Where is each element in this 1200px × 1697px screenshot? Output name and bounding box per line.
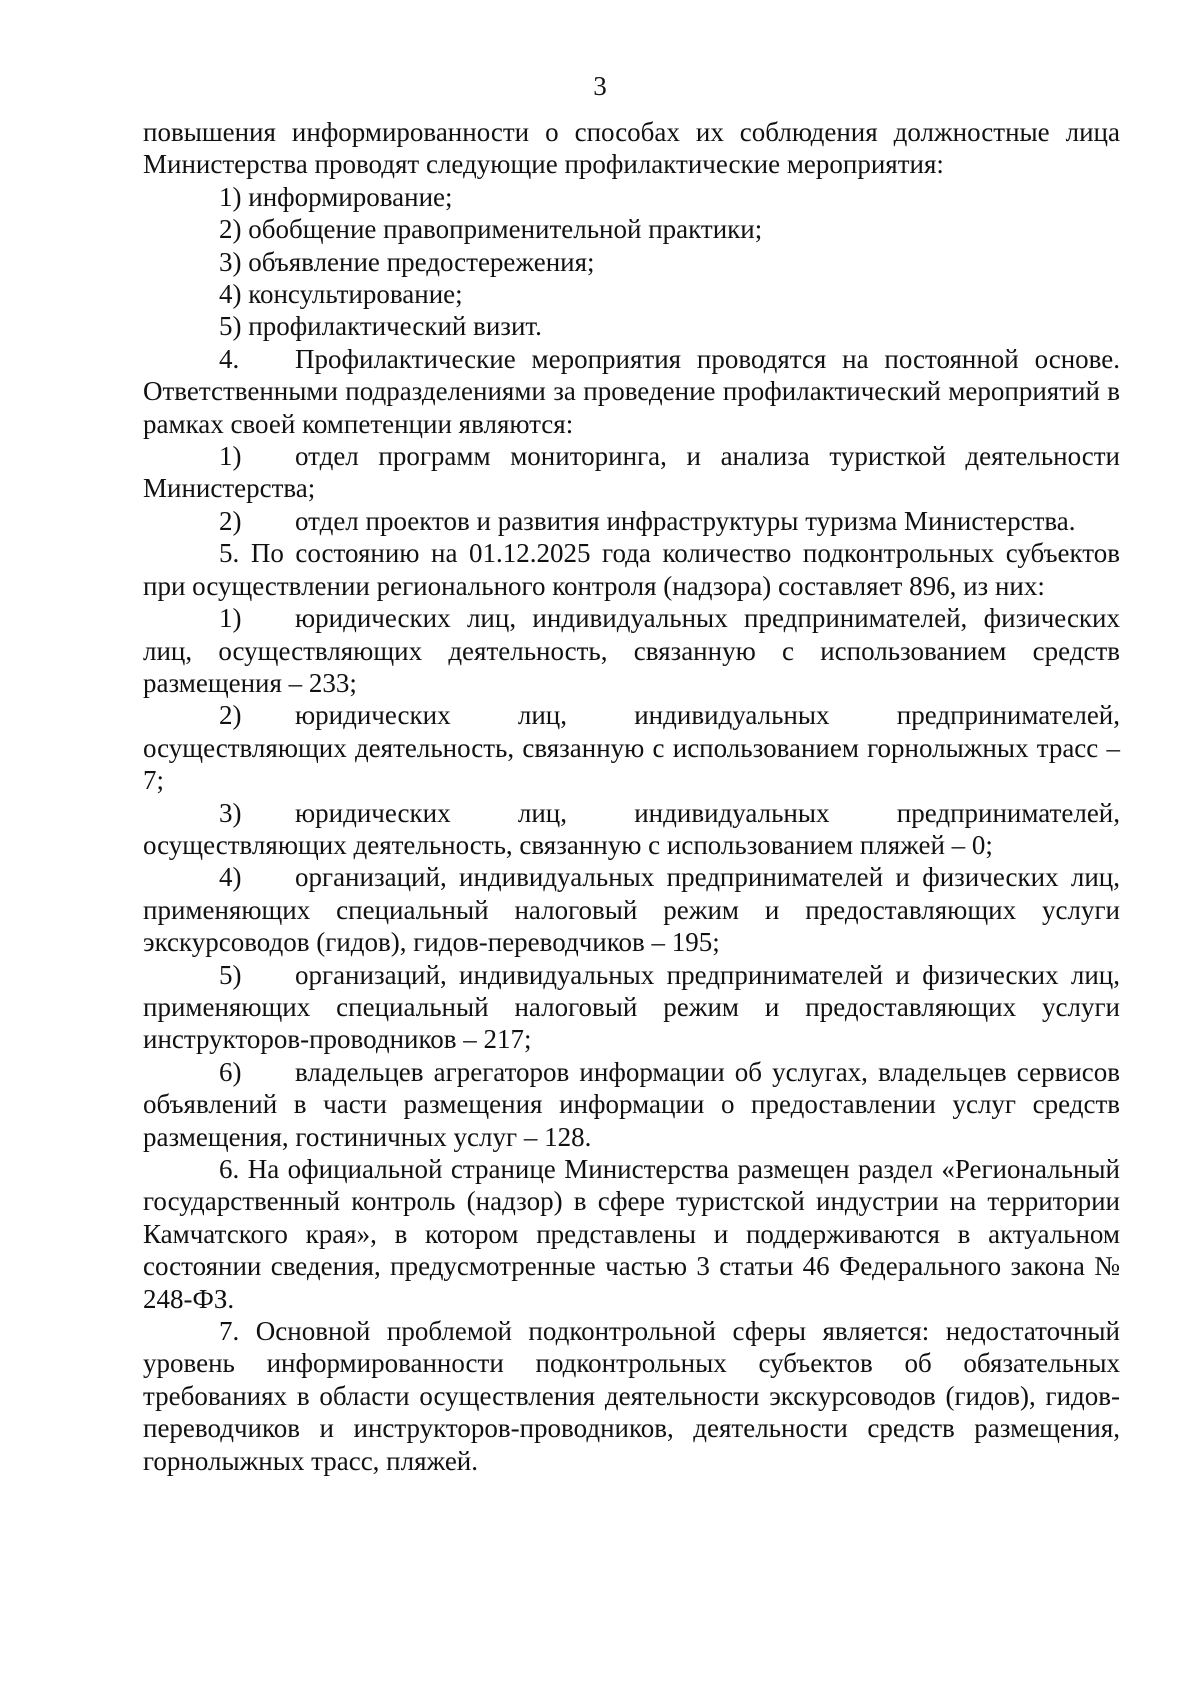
subject-item <box>143 797 1120 862</box>
paragraph-7: 7. Основной проблемой подконтрольной сферы является: недостаточный уровень информированности подконтрольных субъектов об обязательных требованиях в области осуществления деятельности экскурсоводов (гидов), гидов-переводчиков и инструкторов-проводников, деятельности средств размещения, горнолыжных трасс, пляжей. <box>143 1316 1120 1476</box>
item-number: 5) <box>219 959 242 990</box>
paragraph-text: Профилактические мероприятия проводятся на постоянной основе. Ответственными подразделениями за проведение профилактический мероприятий в рамках своей компетенции являются: <box>143 343 1120 439</box>
subject-item <box>143 861 1120 958</box>
item-text: владельцев агрегаторов информации об услугах, владельцев сервисов объявлений в части размещения информации о предоставлении услуг средств размещения, гостиничных услуг – 128. <box>143 1056 1120 1152</box>
paragraph-6: 6. На официальной странице Министерства размещен раздел «Региональный государственный контроль (надзор) в сфере туристской индустрии на территории Камчатского края», в котором представлены и поддерживаются в актуальном состоянии сведения, предусмотренные частью 3 статьи 46 Федерального закона № 248-ФЗ. <box>143 1154 1120 1314</box>
item-text: юридических лиц, индивидуальных предпринимателей, осуществляющих деятельность, связанную с использованием пляжей – 0; <box>143 797 1120 860</box>
item-text: организаций, индивидуальных предпринимателей и физических лиц, применяющих специальный налоговый режим и предоставляющих услуги экскурсоводов (гидов), гидов-переводчиков – 195; <box>143 862 1120 958</box>
department-item <box>143 505 1120 537</box>
item-text: отдел проектов и развития инфраструктуры туризма Министерства. <box>295 505 1076 536</box>
measures-list <box>143 181 1120 343</box>
subject-item <box>143 959 1120 1056</box>
item-number: 1) <box>219 603 242 634</box>
intro-paragraph: повышения информированности о способах их соблюдения должностные лица Министерства проводят следующие профилактические мероприятия: <box>143 117 1120 180</box>
subject-item <box>143 699 1120 796</box>
paragraph-5: 5. По состоянию на 01.12.2025 года количество подконтрольных субъектов при осуществлении регионального контроля (надзора) составляет 896, из них: <box>143 538 1120 601</box>
item-text: отдел программ мониторинга, и анализа туристкой деятельности Министерства; <box>143 441 1120 504</box>
measure-item: 2) обобщение правоприменительной практики; <box>219 214 763 245</box>
item-text: юридических лиц, индивидуальных предпринимателей, осуществляющих деятельность, связанную с использованием горнолыжных трасс – 7; <box>143 700 1120 796</box>
item-number: 2) <box>219 505 242 536</box>
item-text: организаций, индивидуальных предпринимателей и физических лиц, применяющих специальный налоговый режим и предоставляющих услуги инструкторов-проводников – 217; <box>143 959 1120 1055</box>
item-text: юридических лиц, индивидуальных предпринимателей, физических лиц, осуществляющих деятельность, связанную с использованием средств размещения – 233; <box>143 603 1120 698</box>
document-body <box>143 116 1120 1477</box>
measure-item: 3) объявление предостережения; <box>219 246 595 277</box>
item-number: 3) <box>219 797 242 828</box>
item-number: 2) <box>219 700 242 731</box>
paragraph-4 <box>143 343 1120 440</box>
subject-item <box>143 1056 1120 1153</box>
measure-item: 5) профилактический визит. <box>219 311 542 342</box>
subject-item <box>143 602 1120 699</box>
item-number: 6) <box>219 1056 242 1087</box>
measure-item: 4) консультирование; <box>219 279 463 310</box>
department-item <box>143 440 1120 505</box>
paragraph-number: 4. <box>219 343 240 374</box>
item-number: 4) <box>219 862 242 893</box>
page-number: 3 <box>593 71 607 101</box>
measure-item: 1) информирование; <box>219 181 453 212</box>
item-number: 1) <box>219 441 242 472</box>
